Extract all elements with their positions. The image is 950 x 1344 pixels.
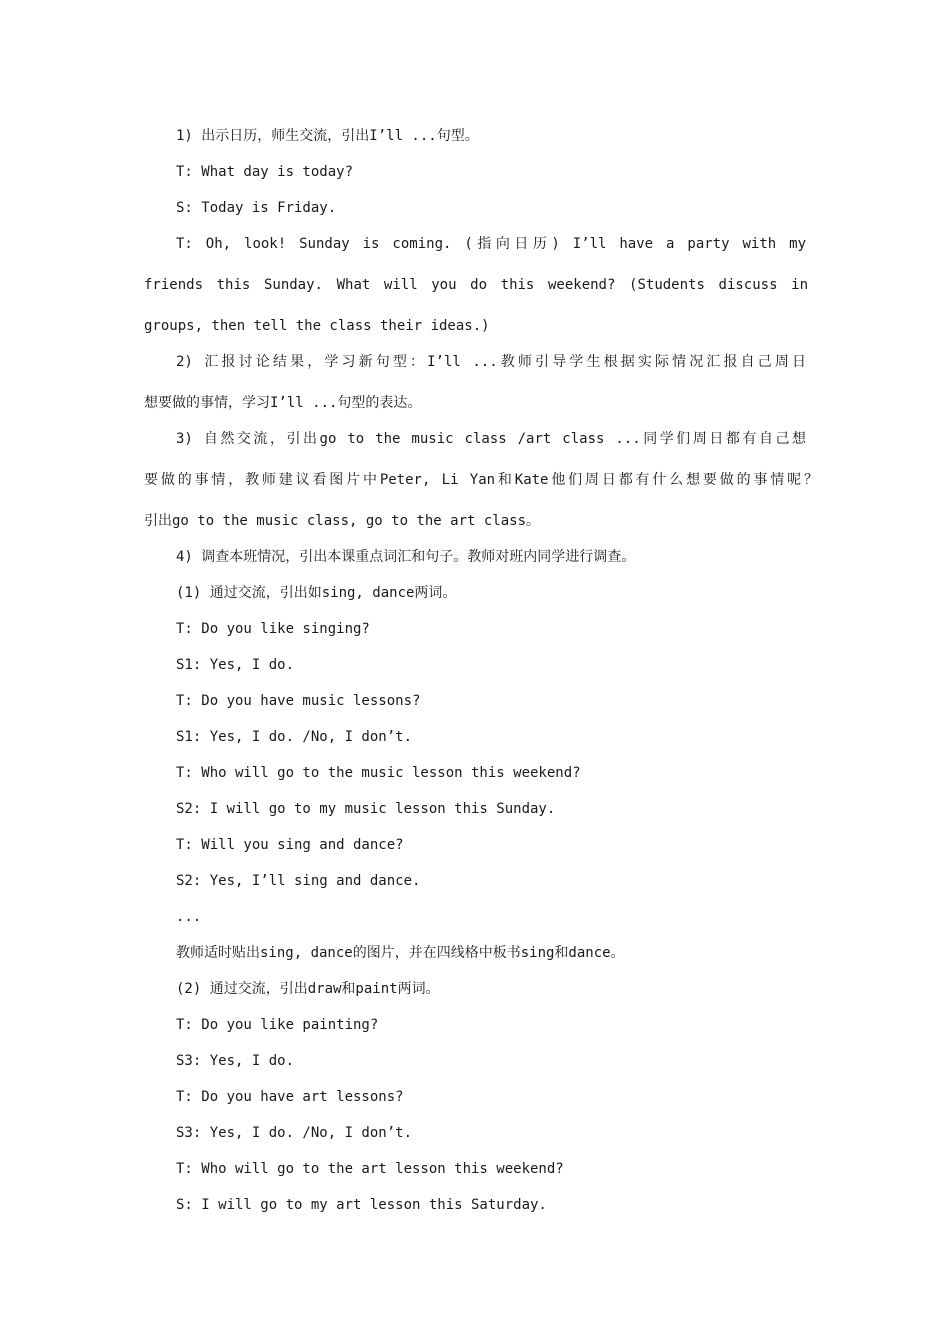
dialogue-line: T: What day is today?	[176, 164, 354, 180]
dialogue-line: T: Do you have music lessons?	[176, 693, 421, 709]
sub-step-2-heading: (2) 通过交流，引出draw和paint两词。	[176, 981, 440, 997]
dialogue-line: T: Will you sing and dance?	[176, 837, 404, 853]
dialogue-line: S1: Yes, I do.	[176, 657, 295, 673]
teacher-note: 教师适时贴出sing, dance的图片，并在四线格中板书sing和dance。	[176, 945, 625, 961]
dialogue-line: S2: I will go to my music lesson this Sunday.	[176, 801, 556, 817]
step-1-heading: 1) 出示日历，师生交流，引出I’ll ...句型。	[176, 128, 479, 144]
dialogue-line: S: I will go to my art lesson this Saturday.	[176, 1197, 547, 1213]
dialogue-line: T: Oh, look! Sunday is coming. (指向日历) I’ll have a party with my	[176, 236, 806, 252]
step-3-paragraph-continued: 引出go to the music class, go to the art class。	[144, 513, 541, 529]
step-2-paragraph-continued: 想要做的事情，学习I’ll ...句型的表达。	[144, 395, 422, 411]
dialogue-line-continued: friends this Sunday. What will you do this weekend? (Students discuss in	[144, 277, 808, 293]
step-4-heading: 4) 调查本班情况，引出本课重点词汇和句子。教师对班内同学进行调查。	[176, 549, 636, 565]
dialogue-line: T: Do you have art lessons?	[176, 1089, 404, 1105]
dialogue-line: T: Who will go to the art lesson this weekend?	[176, 1161, 564, 1177]
step-2-paragraph: 2) 汇报讨论结果，学习新句型：I’ll ...教师引导学生根据实际情况汇报自己周日	[176, 354, 806, 370]
dialogue-line: S: Today is Friday.	[176, 200, 337, 216]
dialogue-line: S3: Yes, I do.	[176, 1053, 295, 1069]
sub-step-1-heading: (1) 通过交流，引出如sing, dance两词。	[176, 585, 457, 601]
dialogue-line: S1: Yes, I do. /No, I don’t.	[176, 729, 413, 745]
dialogue-line-continued: groups, then tell the class their ideas.)	[144, 318, 490, 334]
dialogue-line: S3: Yes, I do. /No, I don’t.	[176, 1125, 413, 1141]
dialogue-line: T: Who will go to the music lesson this weekend?	[176, 765, 581, 781]
dialogue-line: T: Do you like painting?	[176, 1017, 379, 1033]
step-3-paragraph: 3) 自然交流，引出go to the music class /art class ...同学们周日都有自己想	[176, 431, 806, 447]
ellipsis-line: ...	[176, 909, 202, 925]
dialogue-line: S2: Yes, I’ll sing and dance.	[176, 873, 421, 889]
dialogue-line: T: Do you like singing?	[176, 621, 370, 637]
step-3-paragraph-continued: 要做的事情，教师建议看图片中Peter, Li Yan和Kate他们周日都有什么想要做的事情呢？	[144, 472, 818, 488]
